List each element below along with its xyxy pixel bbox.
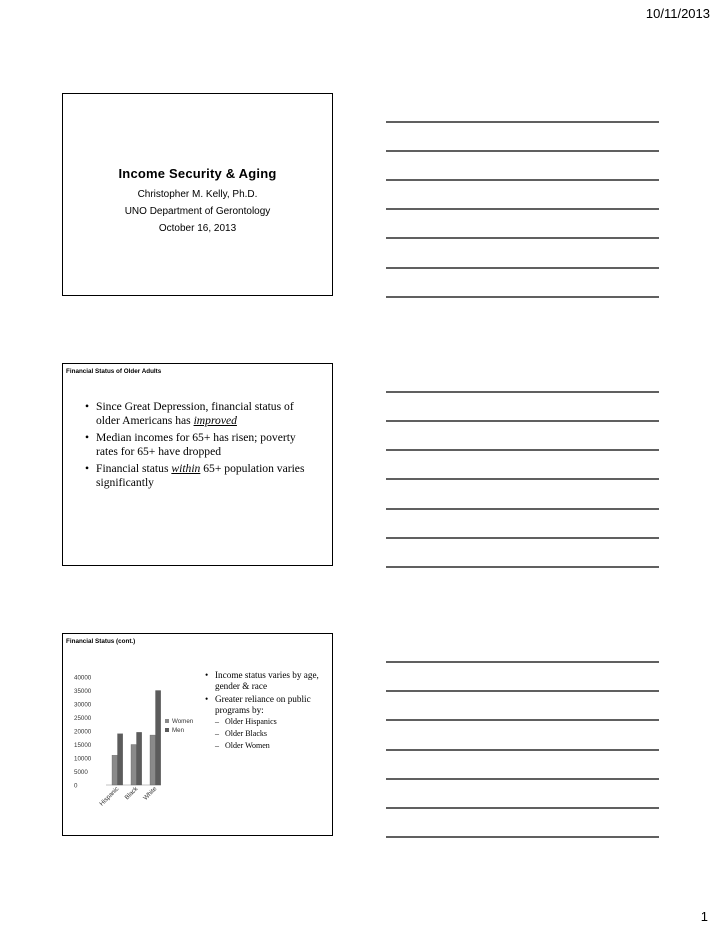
x-tick-label: White xyxy=(142,785,159,802)
y-tick-label: 40000 xyxy=(74,674,92,682)
slide-2-bullet xyxy=(85,400,317,428)
slide-3 xyxy=(62,633,333,836)
dash-icon: – xyxy=(215,741,219,750)
bullet-text: 65+ population varies significantly xyxy=(96,462,305,489)
bullet-text: Since Great Depression, financial status of older Americans has xyxy=(96,400,294,427)
y-tick-label: 20000 xyxy=(74,728,92,736)
slide-1-date: October 16, 2013 xyxy=(158,223,237,234)
notes-group-3 xyxy=(386,662,659,837)
emphasis-text: improved xyxy=(193,414,237,427)
y-tick-label: 10000 xyxy=(74,755,92,763)
y-tick-label: 25000 xyxy=(74,715,92,722)
sub-bullet-text: Older Blacks xyxy=(225,729,267,738)
bar-women-black xyxy=(131,745,136,786)
legend-label-men: Men xyxy=(172,727,185,734)
slide-1-author: Christopher M. Kelly, Ph.D. xyxy=(137,189,258,200)
bullet-icon: • xyxy=(205,694,209,704)
y-tick-label: 5000 xyxy=(74,769,88,776)
bar-women-hispanic xyxy=(112,755,117,785)
slide-1-title: Income Security & Aging xyxy=(118,166,277,181)
sub-bullet xyxy=(215,716,331,728)
sub-bullet-text: Older Hispanics xyxy=(225,717,277,726)
chart-svg xyxy=(70,658,198,808)
sub-bullet-text: Older Women xyxy=(225,741,270,750)
slide-1 xyxy=(62,93,333,296)
emphasis-text: within xyxy=(171,462,201,475)
notes-group-2 xyxy=(386,392,659,567)
y-tick-label: 30000 xyxy=(74,701,92,709)
bar-women-white xyxy=(150,735,155,785)
slide-3-sub-list xyxy=(215,716,331,752)
slide-2-bullet xyxy=(85,462,317,490)
sub-bullet xyxy=(215,728,331,740)
date-header: 10/11/2013 xyxy=(645,6,710,21)
notes-group-1 xyxy=(386,122,659,297)
legend-label-women: Women xyxy=(172,718,194,725)
income-bar-chart xyxy=(70,658,198,808)
bullet-icon: • xyxy=(85,431,90,444)
slide-2-heading: Financial Status of Older Adults xyxy=(66,368,162,375)
legend-swatch-men xyxy=(165,728,169,732)
dash-icon: – xyxy=(215,729,219,738)
bullet-text: Greater reliance on public programs by: xyxy=(215,694,311,715)
x-tick-label: Hispanic xyxy=(98,785,121,808)
bullet-icon: • xyxy=(205,670,209,680)
bullet-text: Median incomes for 65+ has risen; poverty rates for 65+ have dropped xyxy=(96,431,296,458)
bullet-text: Income status varies by age, gender & race xyxy=(215,670,319,691)
bar-men-white xyxy=(156,691,161,786)
y-tick-label: 15000 xyxy=(74,742,92,749)
dash-icon: – xyxy=(215,717,219,726)
slide-3-bullet xyxy=(205,670,331,692)
slide-1-department: UNO Department of Gerontology xyxy=(124,206,271,217)
slide-3-bullet xyxy=(205,694,331,752)
y-tick-label: 35000 xyxy=(74,688,92,695)
legend-swatch-women xyxy=(165,719,169,723)
bar-men-hispanic xyxy=(118,734,123,785)
slide-2-bullet-list xyxy=(85,400,317,493)
slide-3-bullet-list xyxy=(205,670,331,754)
slide-2 xyxy=(62,363,333,566)
bullet-text: Financial status xyxy=(96,462,172,475)
page-number: 1 xyxy=(700,909,708,924)
sub-bullet xyxy=(215,740,331,752)
bar-men-black xyxy=(137,732,142,785)
bullet-icon: • xyxy=(85,400,90,413)
y-tick-label: 0 xyxy=(74,782,78,790)
bullet-icon: • xyxy=(85,462,90,475)
x-tick-label: Black xyxy=(123,785,140,802)
slide-2-bullet xyxy=(85,431,317,459)
slide-3-heading: Financial Status (cont.) xyxy=(66,638,136,645)
